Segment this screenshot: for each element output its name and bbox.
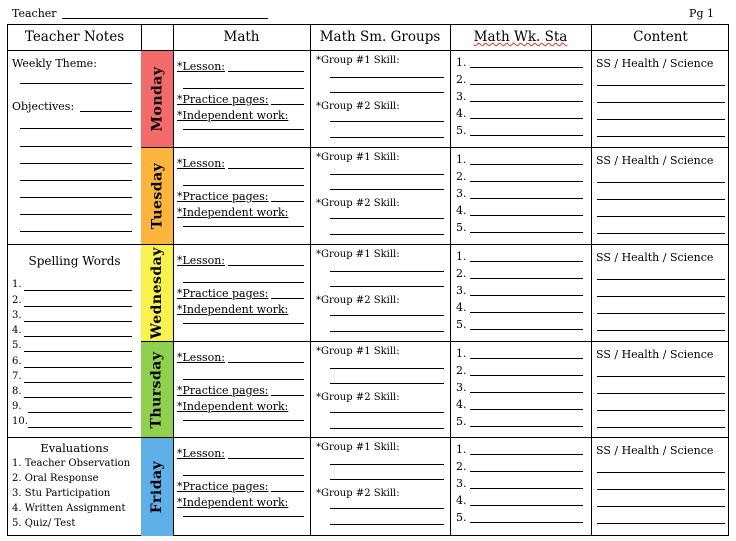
evaluation-item: 2. Oral Response	[12, 473, 99, 484]
col-header-math-stations-text: Math Wk. Sta	[473, 29, 568, 45]
group2-line[interactable]	[330, 121, 444, 122]
row-divider	[8, 437, 728, 438]
day-cell-friday	[141, 437, 173, 536]
math-lesson-label: *Lesson:	[177, 254, 226, 267]
station-number: 2.	[456, 460, 467, 473]
station-line[interactable]	[470, 312, 583, 313]
station-number: 2.	[456, 364, 467, 377]
col-divider	[310, 25, 311, 535]
day-label: Thursday	[149, 350, 165, 429]
math-practice-line[interactable]	[271, 491, 304, 492]
station-line[interactable]	[470, 101, 583, 102]
math-independent-line[interactable]	[183, 516, 304, 517]
station-number: 3.	[456, 187, 467, 200]
group1-skill-label: *Group #1 Skill:	[316, 442, 400, 453]
station-number: 1.	[456, 347, 467, 360]
station-line[interactable]	[470, 392, 583, 393]
content-line[interactable]	[597, 523, 725, 524]
math-practice-label: *Practice pages:	[177, 384, 269, 397]
math-lesson-line[interactable]	[228, 71, 304, 72]
station-line[interactable]	[470, 232, 583, 233]
spelling-number: 6.	[12, 356, 22, 367]
weekly-theme-line[interactable]	[20, 83, 132, 84]
objectives-line[interactable]	[20, 146, 132, 147]
station-number: 2.	[456, 170, 467, 183]
content-label: SS / Health / Science	[596, 348, 714, 361]
content-line[interactable]	[597, 182, 725, 183]
evaluations-title: Evaluations	[40, 441, 109, 455]
spelling-number: 10.	[12, 416, 28, 427]
day-label: Tuesday	[149, 162, 166, 230]
group1-line[interactable]	[330, 271, 444, 272]
evaluation-item: 5. Quiz/ Test	[12, 518, 76, 529]
content-label: SS / Health / Science	[596, 444, 714, 457]
station-number: 4.	[456, 398, 467, 411]
col-header-content: Content	[633, 29, 688, 45]
station-number: 3.	[456, 90, 467, 103]
group1-line[interactable]	[330, 479, 444, 480]
station-number: 2.	[456, 73, 467, 86]
day-cell-tuesday	[141, 147, 173, 244]
teacher-label: Teacher	[12, 7, 57, 20]
group2-line[interactable]	[330, 315, 444, 316]
spelling-number: 8.	[12, 386, 22, 397]
station-line[interactable]	[470, 522, 583, 523]
lesson-plan-table	[7, 24, 729, 536]
spelling-number: 9.	[12, 401, 22, 412]
spelling-number: 7.	[12, 371, 22, 382]
row-divider	[141, 147, 728, 148]
station-line[interactable]	[470, 375, 583, 376]
content-line[interactable]	[597, 119, 725, 120]
group1-line[interactable]	[330, 383, 444, 384]
spelling-line[interactable]	[24, 397, 132, 398]
col-header-math-groups: Math Sm. Groups	[319, 29, 441, 45]
station-number: 1.	[456, 56, 467, 69]
station-line[interactable]	[470, 261, 583, 262]
station-line[interactable]	[470, 278, 583, 279]
spelling-line[interactable]	[28, 412, 132, 413]
day-cell-wednesday	[141, 244, 173, 341]
objectives-line[interactable]	[80, 111, 132, 112]
content-line[interactable]	[597, 427, 725, 428]
math-practice-line[interactable]	[271, 395, 304, 396]
spelling-line[interactable]	[24, 336, 132, 337]
spelling-line[interactable]	[24, 382, 132, 383]
math-independent-label: *Independent work:	[177, 206, 289, 219]
station-line[interactable]	[470, 198, 583, 199]
objectives-line[interactable]	[20, 231, 132, 232]
spelling-line[interactable]	[24, 290, 132, 291]
math-lesson-label: *Lesson:	[177, 351, 226, 364]
math-lesson-line[interactable]	[183, 282, 304, 283]
math-lesson-label: *Lesson:	[177, 157, 226, 170]
math-independent-line[interactable]	[183, 420, 304, 421]
group1-line[interactable]	[330, 286, 444, 287]
math-independent-label: *Independent work:	[177, 496, 289, 509]
spelling-number: 3.	[12, 310, 22, 321]
weekly-theme-label: Weekly Theme:	[12, 57, 97, 70]
group1-skill-label: *Group #1 Skill:	[316, 249, 400, 260]
row-divider	[141, 341, 728, 342]
group2-line[interactable]	[330, 331, 444, 332]
spelling-title: Spelling Words	[28, 254, 121, 268]
day-label: Monday	[149, 66, 166, 132]
station-line[interactable]	[470, 215, 583, 216]
math-lesson-line[interactable]	[183, 185, 304, 186]
objectives-line[interactable]	[20, 197, 132, 198]
col-divider	[450, 25, 451, 535]
spelling-number: 2.	[12, 295, 22, 306]
group1-line[interactable]	[330, 92, 444, 93]
group2-line[interactable]	[330, 524, 444, 525]
math-independent-line[interactable]	[183, 226, 304, 227]
math-lesson-label: *Lesson:	[177, 447, 226, 460]
math-lesson-line[interactable]	[228, 362, 304, 363]
header-divider	[8, 50, 728, 51]
content-label: SS / Health / Science	[596, 251, 714, 264]
group2-line[interactable]	[330, 508, 444, 509]
station-number: 5.	[456, 511, 467, 524]
group2-skill-label: *Group #2 Skill:	[316, 101, 400, 112]
group2-skill-label: *Group #2 Skill:	[316, 198, 400, 209]
station-number: 3.	[456, 477, 467, 490]
station-line[interactable]	[470, 67, 583, 68]
page-number: Pg 1	[689, 7, 714, 20]
math-lesson-line[interactable]	[228, 168, 304, 169]
station-number: 4.	[456, 204, 467, 217]
content-line[interactable]	[597, 489, 725, 490]
math-practice-line[interactable]	[271, 201, 304, 202]
group1-line[interactable]	[330, 77, 444, 78]
math-independent-label: *Independent work:	[177, 400, 289, 413]
group2-skill-label: *Group #2 Skill:	[316, 295, 400, 306]
group2-skill-label: *Group #2 Skill:	[316, 392, 400, 403]
group2-line[interactable]	[330, 137, 444, 138]
station-number: 5.	[456, 318, 467, 331]
spelling-line[interactable]	[24, 306, 132, 307]
math-independent-line[interactable]	[183, 323, 304, 324]
station-number: 4.	[456, 107, 467, 120]
math-lesson-line[interactable]	[228, 458, 304, 459]
math-lesson-label: *Lesson:	[177, 60, 226, 73]
station-line[interactable]	[470, 454, 583, 455]
station-line[interactable]	[470, 135, 583, 136]
station-number: 1.	[456, 443, 467, 456]
math-practice-label: *Practice pages:	[177, 190, 269, 203]
content-line[interactable]	[597, 506, 725, 507]
group2-skill-label: *Group #2 Skill:	[316, 488, 400, 499]
day-cell-thursday	[141, 341, 173, 437]
spelling-number: 1.	[12, 279, 22, 290]
group1-skill-label: *Group #1 Skill:	[316, 55, 400, 66]
math-lesson-line[interactable]	[183, 88, 304, 89]
content-line[interactable]	[597, 330, 725, 331]
row-divider	[8, 244, 728, 245]
evaluation-item: 4. Written Assignment	[12, 503, 126, 514]
station-number: 5.	[456, 415, 467, 428]
evaluation-item: 3. Stu Participation	[12, 488, 111, 499]
math-practice-line[interactable]	[271, 104, 304, 105]
math-lesson-line[interactable]	[183, 475, 304, 476]
content-label: SS / Health / Science	[596, 57, 714, 70]
content-label: SS / Health / Science	[596, 154, 714, 167]
station-line[interactable]	[470, 426, 583, 427]
math-lesson-line[interactable]	[228, 265, 304, 266]
station-line[interactable]	[470, 118, 583, 119]
station-line[interactable]	[470, 471, 583, 472]
station-number: 3.	[456, 284, 467, 297]
station-line[interactable]	[470, 358, 583, 359]
spelling-number: 5.	[12, 340, 22, 351]
group1-line[interactable]	[330, 368, 444, 369]
math-independent-line[interactable]	[183, 129, 304, 130]
spelling-line[interactable]	[24, 367, 132, 368]
spelling-line[interactable]	[24, 351, 132, 352]
group1-line[interactable]	[330, 174, 444, 175]
objectives-label: Objectives:	[12, 100, 75, 113]
math-practice-label: *Practice pages:	[177, 93, 269, 106]
station-number: 3.	[456, 381, 467, 394]
objectives-line[interactable]	[20, 214, 132, 215]
station-line[interactable]	[470, 409, 583, 410]
station-number: 5.	[456, 124, 467, 137]
content-line[interactable]	[597, 393, 725, 394]
content-line[interactable]	[597, 85, 725, 86]
spelling-line[interactable]	[24, 321, 132, 322]
content-line[interactable]	[597, 102, 725, 103]
content-line[interactable]	[597, 233, 725, 234]
objectives-line[interactable]	[20, 180, 132, 181]
group1-line[interactable]	[330, 189, 444, 190]
station-number: 1.	[456, 153, 467, 166]
evaluation-item: 1. Teacher Observation	[12, 458, 131, 469]
math-lesson-line[interactable]	[183, 379, 304, 380]
station-line[interactable]	[470, 505, 583, 506]
col-divider	[173, 25, 174, 535]
station-number: 5.	[456, 221, 467, 234]
station-line[interactable]	[470, 164, 583, 165]
station-number: 4.	[456, 494, 467, 507]
group2-line[interactable]	[330, 234, 444, 235]
math-practice-label: *Practice pages:	[177, 287, 269, 300]
station-number: 1.	[456, 250, 467, 263]
station-line[interactable]	[470, 295, 583, 296]
content-line[interactable]	[597, 296, 725, 297]
col-header-math-stations	[450, 25, 591, 50]
day-label: Friday	[149, 460, 166, 514]
station-line[interactable]	[470, 181, 583, 182]
math-practice-label: *Practice pages:	[177, 480, 269, 493]
day-cell-monday	[141, 50, 173, 147]
content-line[interactable]	[597, 279, 725, 280]
col-header-math: Math	[223, 29, 260, 45]
station-number: 4.	[456, 301, 467, 314]
day-label: Wednesday	[149, 247, 165, 339]
station-line[interactable]	[470, 329, 583, 330]
content-line[interactable]	[597, 472, 725, 473]
content-line[interactable]	[597, 376, 725, 377]
spelling-number: 4.	[12, 325, 22, 336]
content-line[interactable]	[597, 410, 725, 411]
spelling-line[interactable]	[28, 427, 132, 428]
group2-line[interactable]	[330, 428, 444, 429]
content-line[interactable]	[597, 199, 725, 200]
content-line[interactable]	[597, 313, 725, 314]
station-line[interactable]	[470, 84, 583, 85]
objectives-line[interactable]	[20, 163, 132, 164]
station-number: 2.	[456, 267, 467, 280]
col-header-teacher-notes: Teacher Notes	[24, 29, 125, 45]
group1-skill-label: *Group #1 Skill:	[316, 152, 400, 163]
station-line[interactable]	[470, 488, 583, 489]
group1-skill-label: *Group #1 Skill:	[316, 346, 400, 357]
teacher-name-line[interactable]	[62, 18, 268, 19]
group2-line[interactable]	[330, 218, 444, 219]
math-independent-label: *Independent work:	[177, 303, 289, 316]
objectives-line[interactable]	[20, 128, 132, 129]
content-line[interactable]	[597, 136, 725, 137]
math-practice-line[interactable]	[271, 298, 304, 299]
math-independent-label: *Independent work:	[177, 109, 289, 122]
content-line[interactable]	[597, 216, 725, 217]
group1-line[interactable]	[330, 464, 444, 465]
col-divider	[591, 25, 592, 535]
group2-line[interactable]	[330, 412, 444, 413]
